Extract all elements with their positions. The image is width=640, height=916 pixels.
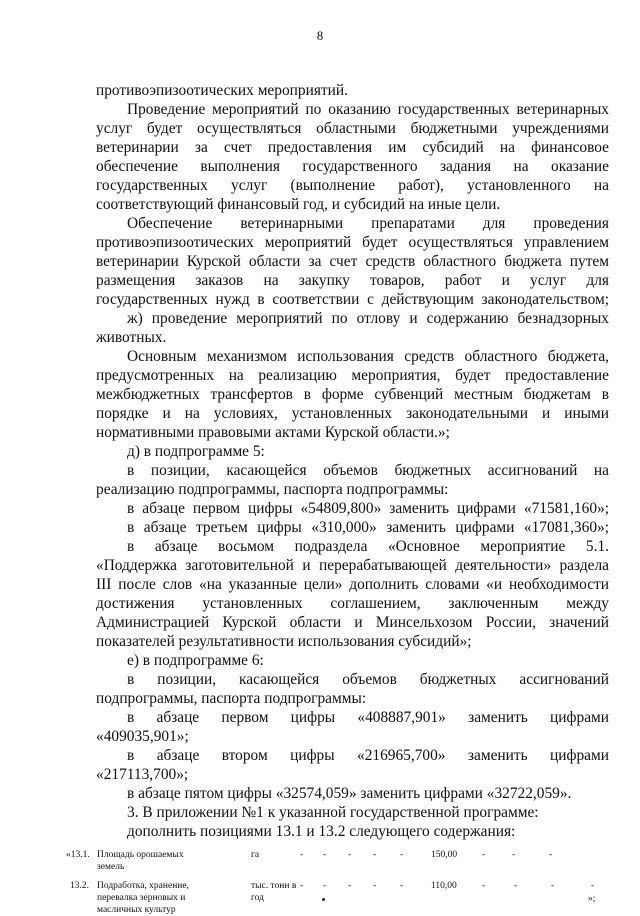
text-line: в абзаце восьмом подраздела «Основное мероприятие 5.1. <box>127 538 609 555</box>
text-line: Обеспечение ветеринарными препаратами для проведения <box>127 215 609 232</box>
text-line: государственных нужд в соответствии с действующим законодательством; <box>96 291 609 308</box>
text-line: в абзаце втором цифры «216965,700» заменить цифрами <box>127 747 609 764</box>
dash-cell: - <box>591 881 595 891</box>
text-line: в позиции, касающейся объемов бюджетных ассигнований на <box>127 462 609 479</box>
dash-cell: - <box>323 881 327 891</box>
text-line: обеспечение выполнения государственного задания на оказание <box>96 158 609 175</box>
text-line: в абзаце первом цифры «54809,800» заменить цифрами «71581,160»; <box>127 500 609 517</box>
scan-speck <box>322 898 325 901</box>
text-line: животных. <box>96 329 167 346</box>
text-line: ветеринарии за счет предоставления им субсидий на финансовое <box>96 139 609 156</box>
text-line: Проведение мероприятий по оказанию государственных ветеринарных <box>127 101 609 118</box>
row-number: 13.2. <box>70 881 89 891</box>
text-line: противоэпизоотических мероприятий. <box>96 82 348 99</box>
dash-cell: - <box>512 850 516 860</box>
text-line: противоэпизоотических мероприятий будет осуществляться управлением <box>96 234 609 251</box>
text-line: «409035,901»; <box>96 728 189 745</box>
row-name: Подработка, хранение, <box>97 881 189 891</box>
page-number: 8 <box>316 28 324 43</box>
dash-cell: - <box>373 850 377 860</box>
row-unit: год <box>251 893 264 903</box>
text-line: ж) проведение мероприятий по отлову и содержанию безнадзорных <box>127 310 609 327</box>
text-line: показателей результативности использования субсидий»; <box>96 633 472 650</box>
dash-cell: - <box>348 881 352 891</box>
dash-cell: - <box>323 850 327 860</box>
text-line: дополнить позициями 13.1 и 13.2 следующего содержания: <box>127 823 516 840</box>
dash-cell: - <box>551 881 555 891</box>
text-line: нормативными правовыми актами Курской области.»; <box>96 424 450 441</box>
row-name: перевалка зерновых и <box>97 893 186 903</box>
row-unit: тыс. тонн в <box>251 881 297 891</box>
dash-cell: - <box>300 850 304 860</box>
dash-cell: - <box>373 881 377 891</box>
text-line: соответствующий финансовый год, и субсидий на иные цели. <box>96 196 501 213</box>
text-line: в позиции, касающейся объемов бюджетных ассигнований <box>127 671 609 688</box>
text-line: реализацию подпрограммы, паспорта подпрограммы: <box>96 481 449 498</box>
text-line: государственных услуг (выполнение работ), установленного на <box>96 177 609 194</box>
dash-cell: - <box>300 881 304 891</box>
dash-cell: - <box>400 850 404 860</box>
dash-cell: - <box>549 850 553 860</box>
text-line: порядке и на условиях, установленных законодательными и иными <box>96 405 609 422</box>
text-line: е) в подпрограмме 6: <box>127 652 264 669</box>
dash-cell: - <box>400 881 404 891</box>
text-line: д) в подпрограмме 5: <box>127 443 265 460</box>
text-line: Администрацией Курской области и Минсельхозом России, значений <box>96 614 609 631</box>
text-line: ветеринарии Курской области за счет средств областного бюджета путем <box>96 253 609 270</box>
text-line: межбюджетных трансфертов в форме субвенций местным бюджетам в <box>96 386 609 403</box>
row-unit: га <box>251 850 260 860</box>
text-line: в абзаце первом цифры «408887,901» заменить цифрами <box>127 709 609 726</box>
text-line: Основным механизмом использования средств областного бюджета, <box>127 348 609 365</box>
value-cell: 150,00 <box>431 850 458 860</box>
text-line: подпрограммы, паспорта подпрограммы: <box>96 690 367 707</box>
text-line: 3. В приложении №1 к указанной государственной программе: <box>127 804 539 821</box>
row-name: масличных культур <box>97 905 176 915</box>
text-line: достижения установленных соглашением, заключенным между <box>96 595 609 612</box>
dash-cell: - <box>482 881 486 891</box>
text-line: услуг будет осуществляться областными бюджетными учреждениями <box>96 120 609 137</box>
text-line: «217113,700»; <box>96 766 189 783</box>
dash-cell: - <box>348 850 352 860</box>
text-line: «Поддержка заготовительной и перерабатывающей деятельности» раздела <box>96 557 609 574</box>
dash-cell: - <box>514 881 518 891</box>
text-line: в абзаце пятом цифры «32574,059» заменить цифрами «32722,059». <box>127 785 572 802</box>
dash-cell: - <box>482 850 486 860</box>
text-line: в абзаце третьем цифры «310,000» заменить цифрами «17081,360»; <box>127 519 609 536</box>
text-line: III после слов «на указанные цели» дополнить словами «и необходимости <box>96 576 609 593</box>
closing-quote: »; <box>588 894 596 904</box>
row-number: «13.1. <box>66 850 90 860</box>
text-line: предусмотренных на реализацию мероприятия, будет предоставление <box>96 367 609 384</box>
value-cell: 110,00 <box>431 881 457 891</box>
row-name: Площадь орошаемых <box>97 850 184 860</box>
row-name: земель <box>97 862 125 872</box>
text-line: размещения заказов на закупку товаров, работ и услуг для <box>96 272 609 289</box>
